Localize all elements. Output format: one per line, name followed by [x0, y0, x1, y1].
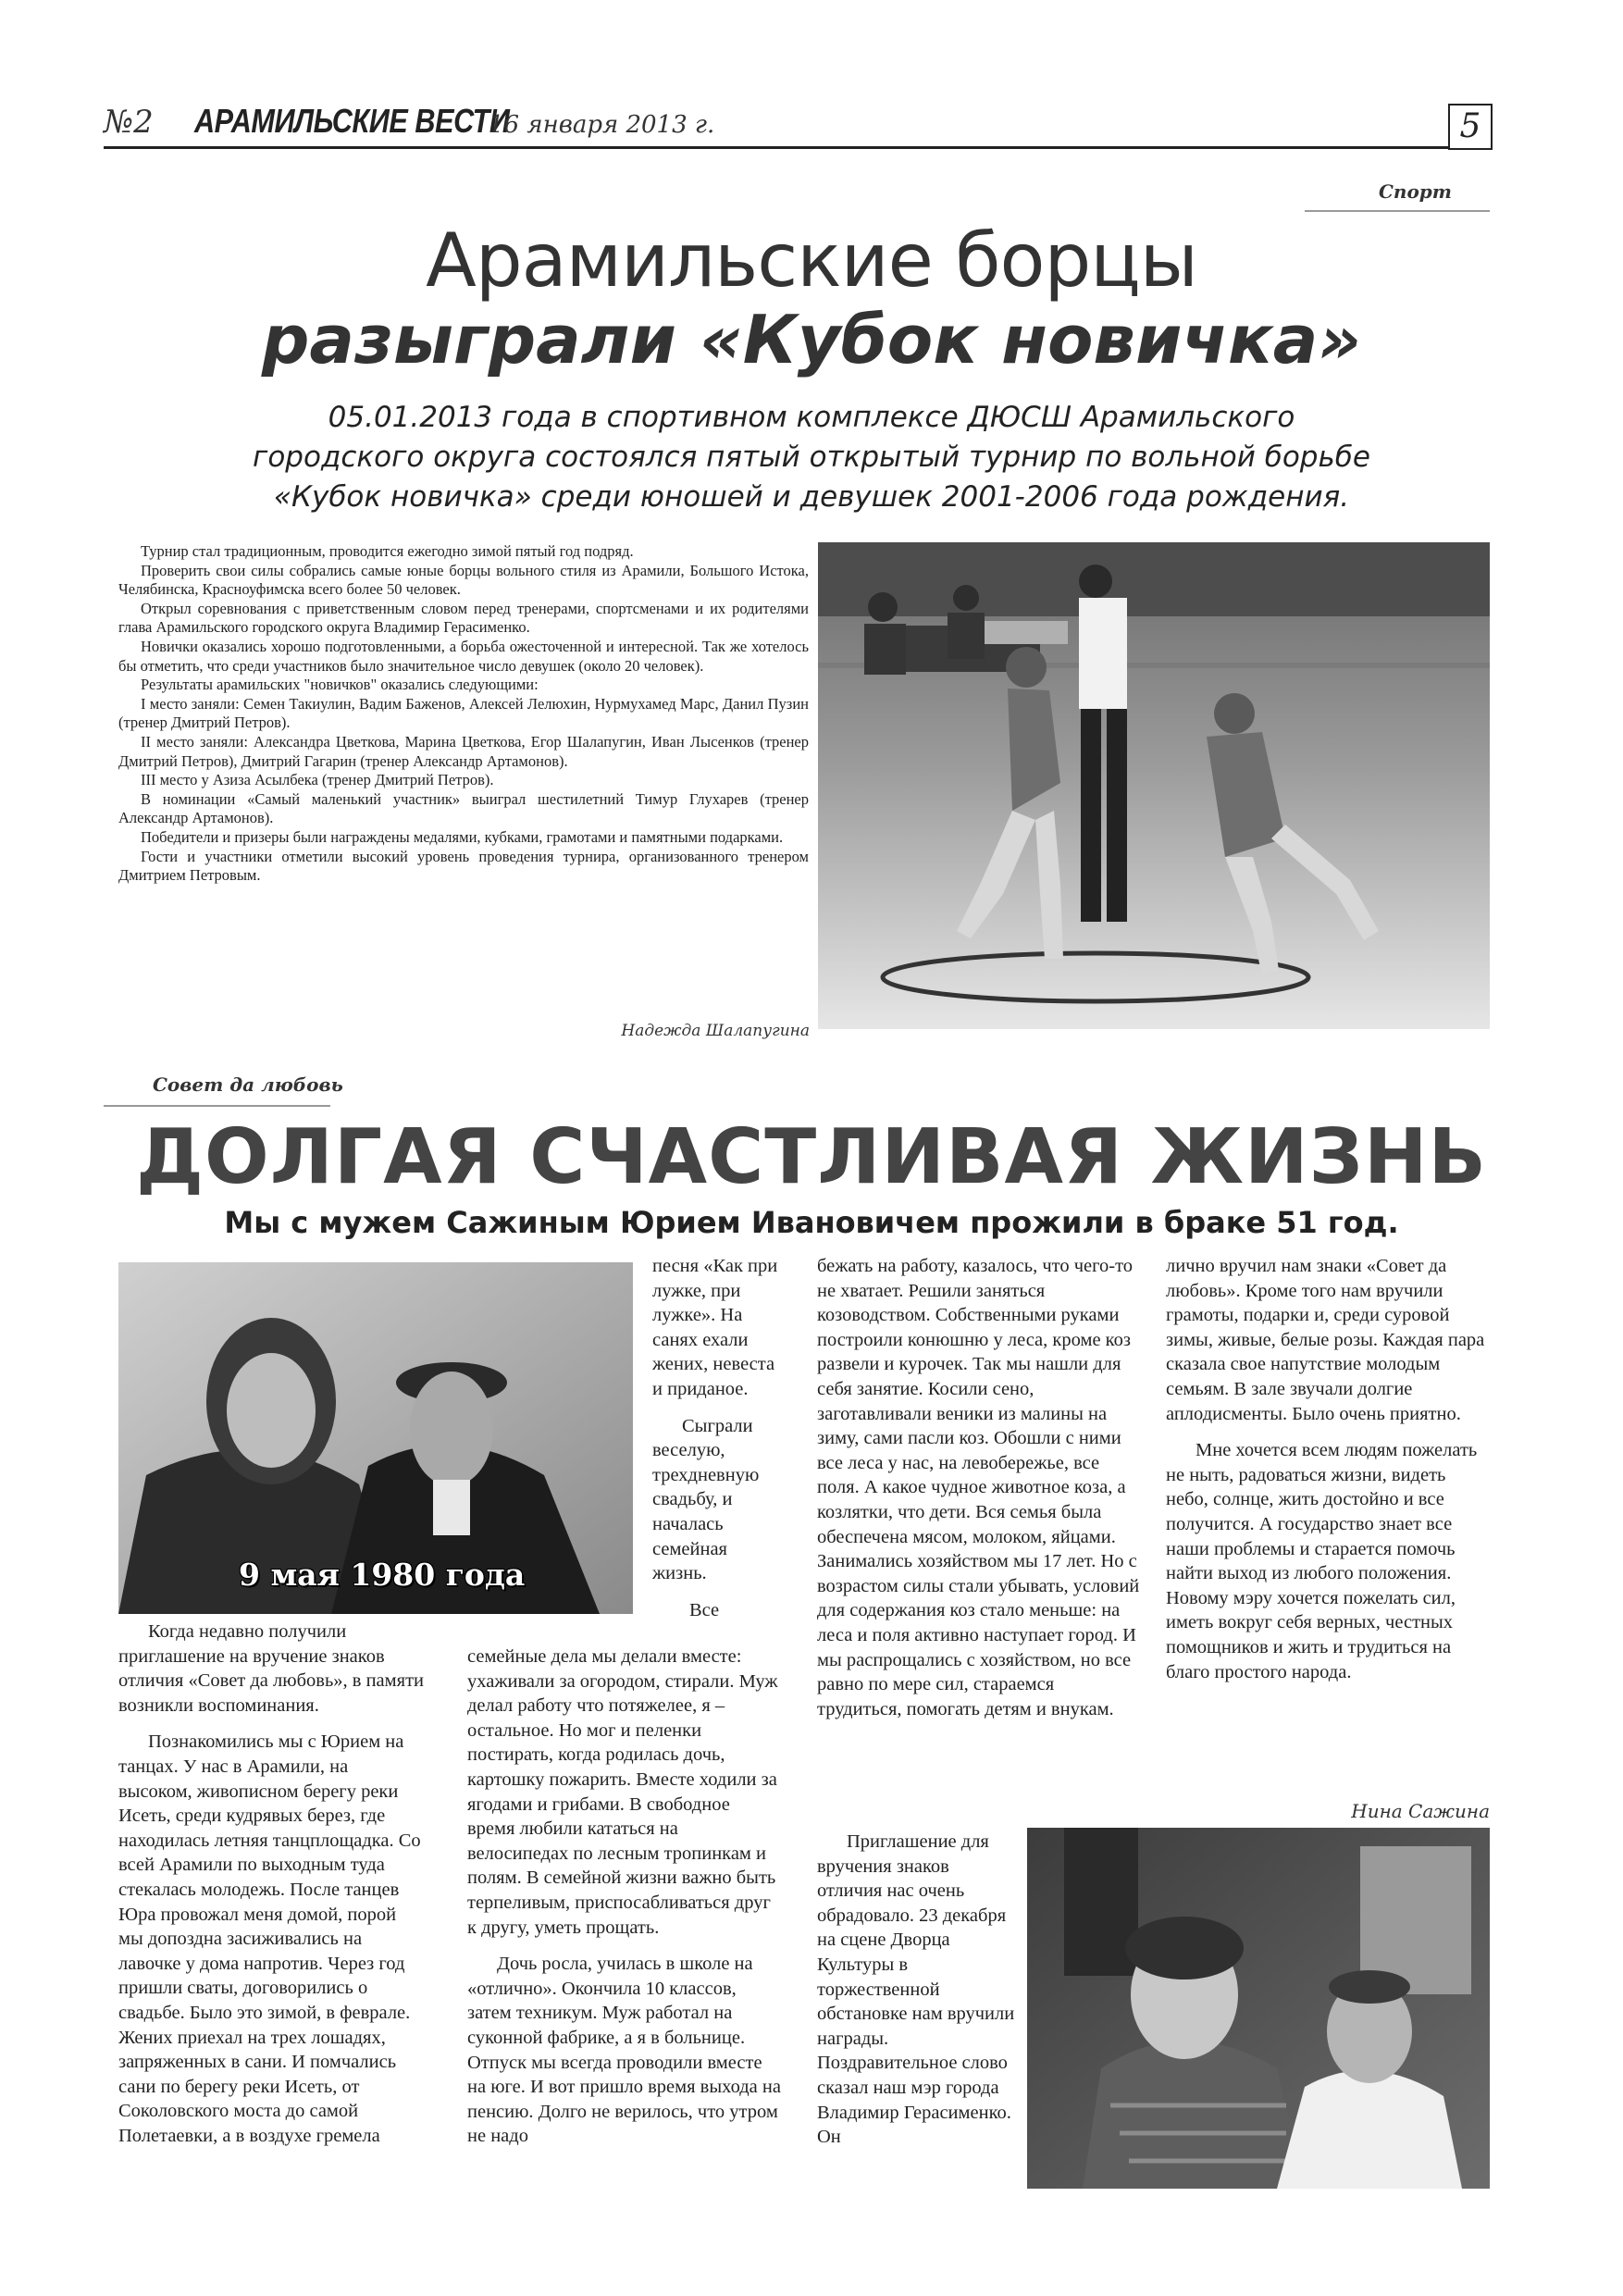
paragraph: Открыл соревнования с приветственным словом перед тренерами, спортсменами и их родителями глава Арамильского городского округа Владимир Герасименко. — [118, 599, 809, 637]
paragraph: Мне хочется всем людям пожелать не ныть, радоваться жизни, видеть небо, солнце, жить достойно и все получится. А государство знает все наши проблемы и старается помочь найти выход из любого положения. Новому мэру хочется пожелать сил, иметь вокруг себя верных, честных помощников и жить и трудиться на благо простого народа. — [1166, 1440, 1478, 1682]
rubric-rule — [1305, 210, 1490, 212]
page-number: 5 — [1448, 104, 1493, 150]
header-rule — [104, 146, 1450, 149]
rubric-rule — [104, 1105, 330, 1107]
article1-author: Надежда Шалапугина — [621, 1022, 810, 1040]
paragraph: Турнир стал традиционным, проводится ежегодно зимой пятый год подряд. — [141, 542, 634, 560]
issue-date: 16 января 2013 г. — [489, 111, 715, 139]
article1-lead — [231, 398, 1392, 517]
paragraph: Когда недавно получили приглашение на вручение знаков отличия «Совет да любовь», в памяти возникли воспоминания. — [118, 1621, 424, 1716]
paragraph: III место у Азиза Асылбека (тренер Дмитрий Петров). — [141, 771, 494, 789]
couple-photo-1980 — [118, 1262, 633, 1614]
article2-column-c-bottom — [817, 1830, 1016, 2150]
masthead: АРАМИЛЬСКИЕ ВЕСТИ — [194, 102, 510, 140]
rubric-sport: Спорт — [1379, 180, 1452, 203]
paragraph: Результаты арамильских "новичков" оказались следующими: — [141, 676, 539, 694]
article2-author: Нина Сажина — [1351, 1800, 1490, 1822]
paragraph: Проверить свои силы собрались самые юные борцы вольного стиля из Арамили, Большого Истока, Челябинска, Красноуфимска всего более 50 человек. — [118, 561, 809, 599]
lead-line: городского округа состоялся пятый открытый турнир по вольной борьбе — [253, 441, 1370, 474]
article1-title-line2: разыграли «Кубок новичка» — [261, 301, 1362, 379]
lead-line: «Кубок новичка» среди юношей и девушек 2001-2006 года рождения. — [273, 480, 1350, 514]
paragraph: I место заняли: Семен Такиулин, Вадим Баженов, Алексей Лелюхин, Нурмухамед Марс, Данил Пузин (тренер Дмитрий Петров). — [118, 694, 809, 732]
paragraph: песня «Как при лужке, при лужке». На санях ехали жених, невеста и приданое. — [652, 1256, 778, 1399]
article2-column-b — [467, 1644, 782, 2149]
article2-column-a — [118, 1620, 424, 2148]
paragraph: Победители и призеры были награждены медалями, кубками, грамотами и памятными подарками. — [141, 827, 784, 846]
paragraph: бежать на работу, казалось, что чего-то не хватает. Решили заняться козоводством. Собственными руками построили конюшню у леса, кроме коз развели и курочек. Так мы нашли для себя занятие. Косили сено, заготавливали веники из малины на зиму, сами пасли коз. Обошли с ними все леса у нас, на левобережье, все поля. А какое чудное животное коза, а козлятки, что дети. Вся семья была обеспечена мясом, молоком, яйцами. Занимались хозяйством мы 17 лет. Но с возрастом силы стали убывать, условий для содержания коз стало меньше: на леса и поля активно наступает город. И мы распрощались с хозяйством, но все равно по мере сил, стараемся трудиться, помогать детям и внукам. — [817, 1256, 1140, 1719]
paragraph: Новички оказались хорошо подготовленными, а борьба ожесточенной и интересной. Так же хотелось бы отметить, что среди участников было значительное число девушек (около 20 человек). — [118, 637, 809, 675]
article1-body — [118, 542, 809, 886]
article2-column-d — [1166, 1254, 1490, 1684]
paragraph: II место заняли: Александра Цветкова, Марина Цветкова, Егор Шалапугин, Иван Лысенков (тренер Дмитрий Петров), Дмитрий Гагарин (тренер Александр Артамонов). — [118, 732, 809, 770]
photo-caption: 9 мая 1980 года — [239, 1557, 526, 1593]
paragraph: Познакомились мы с Юрием на танцах. У нас в Арамили, на высоком, живописном берегу реки Исеть, среди кудрявых берез, где находилась летняя танцплощадка. Со всей Арамили по выходным туда стекалась молодежь. После танцев Юра провожал меня домой, порой мы допоздна засиживались на лавочке у дома напротив. Через год пришли сваты, договорились о свадьбе. Было это зимой, в феврале. Жених приехал на трех лошадях, запряженных в сани. И помчались сани по берегу реки Исеть, от Соколовского моста до самой Полетаевки, а в воздухе гремела — [118, 1731, 421, 2146]
paragraph: Все — [689, 1599, 720, 1620]
paragraph: Сыграли веселую, трехдневную свадьбу, и началась семейная жизнь. — [652, 1415, 760, 1584]
article2-title: ДОЛГАЯ СЧАСТЛИВАЯ ЖИЗНЬ — [135, 1113, 1488, 1201]
article2-column-c — [817, 1254, 1141, 1721]
article2-column-b-top — [652, 1254, 782, 1622]
couple-ceremony-photo — [1027, 1828, 1490, 2189]
article1-title-line1: Арамильские борцы — [426, 217, 1197, 304]
issue-number: №2 — [104, 104, 154, 141]
paragraph: Дочь росла, училась в школе на «отлично». Окончила 10 классов, затем техникум. Муж работал на суконной фабрике, а я в больнице. Отпуск мы всегда проводили вместе на юге. И вот пришло время выхода на пенсию. Долго не верилось, что утром не надо — [467, 1954, 781, 2147]
paragraph: Приглашение для вручения знаков отличия нас очень обрадовало. 23 декабря на сцене Дворца Культуры в торжественной обстановке нам вручили награды. Поздравительное слово сказал наш мэр города Владимир Герасименко. Он — [817, 1831, 1015, 2148]
lead-line: 05.01.2013 года в спортивном комплексе ДЮСШ Арамильского — [328, 401, 1295, 434]
paragraph: семейные дела мы делали вместе: ухаживали за огородом, стирали. Муж делал работу что потяжелее, я – остальное. Но мог и пеленки постирать, когда родилась дочь, картошку пожарить. Вместе ходили за ягодами и грибами. В свободное время любили кататься на велосипедах по лесным тропинкам и полям. В семейной жизни важно быть терпеливым, приспосабливаться друг к другу, уметь прощать. — [467, 1646, 778, 1938]
rubric-love: Совет да любовь — [153, 1074, 343, 1096]
paragraph: Гости и участники отметили высокий уровень проведения турнира, организованного тренером Дмитрием Петровым. — [118, 847, 809, 885]
paragraph: лично вручил нам знаки «Совет да любовь». Кроме того нам вручили грамоты, подарки и, среди суровой зимы, живые, белые розы. Каждая пара сказала свое напутствие молодым семьям. В зале звучали долгие аплодисменты. Было очень приятно. — [1166, 1256, 1485, 1424]
article2-subtitle: Мы с мужем Сажиным Юрием Ивановичем прожили в браке 51 год. — [224, 1205, 1399, 1240]
paragraph: В номинации «Самый маленький участник» выиграл шестилетний Тимур Глухарев (тренер Александр Артамонов). — [118, 789, 809, 827]
wrestling-photo — [818, 542, 1490, 1029]
